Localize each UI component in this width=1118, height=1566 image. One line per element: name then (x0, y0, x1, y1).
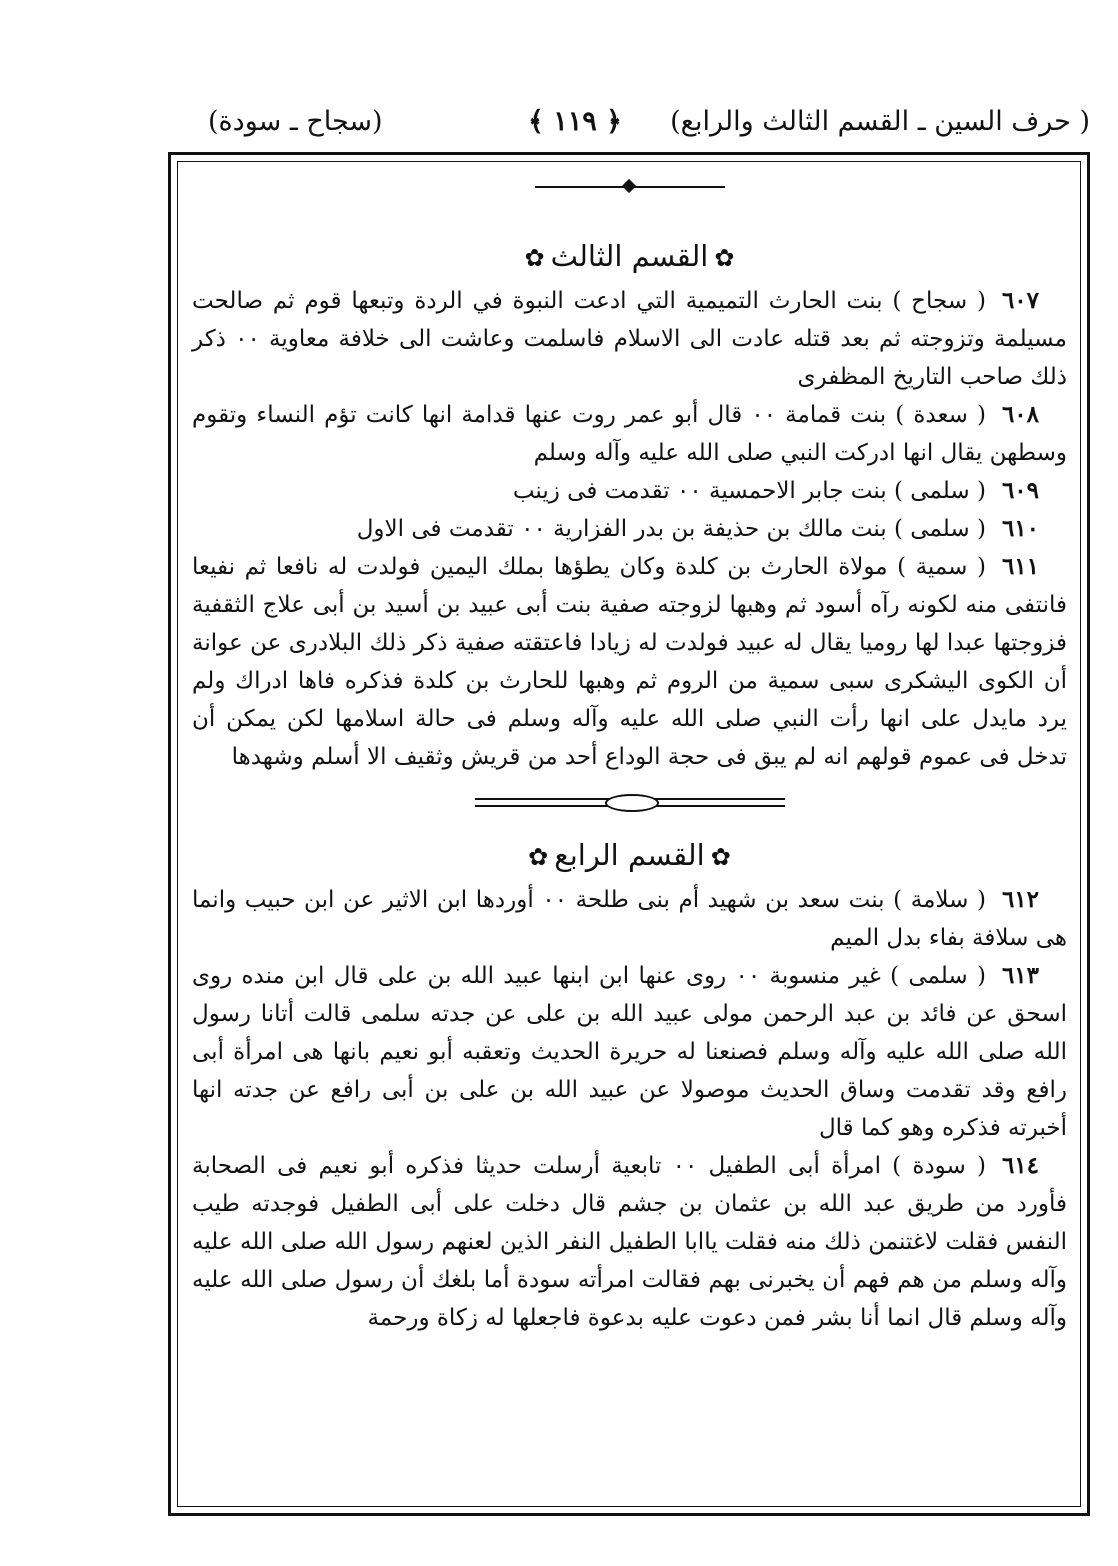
flourish-icon: ✿ (524, 244, 545, 272)
entry-text: ( سلمى ) غير منسوبة ٠٠ روى عنها ابن ابنها عبيد الله بن على قال ابن منده روى اسحق عن فائد بن عبد الرحمن مولى عبيد الله بن على عن جدته سلمى قالت أتانا رسول الله صلى الله عليه وآله وسلم فصنعنا له حريرة الحديث وتعقبه أبو نعيم بانها هى امرأة أبى رافع وقد تقدمت وساق الحديث موصولا عن عبيد الله بن على بن أبى رافع عن جدته انها أخبرته فذكره وهو كما قال (192, 963, 1067, 1141)
entry-612 (192, 881, 1067, 957)
section-title: القسم الثالث (550, 239, 709, 273)
section-title: القسم الرابع (554, 838, 705, 872)
entry-607 (192, 282, 1067, 396)
entry-text: ( سلامة ) بنت سعد بن شهيد أم بنى طلحة ٠٠ أوردها ابن الاثير عن ابن حبيب وانما هى سلافة بفاء بدل الميم (192, 887, 1067, 951)
flourish-icon: ✿ (528, 843, 549, 871)
entry-613 (192, 957, 1067, 1147)
entry-text: ( سودة ) امرأة أبى الطفيل ٠٠ تابعية أرسلت حديثا فذكره أبو نعيم فى الصحابة فأورد من طريق عبد الله بن عثمان بن جشم قال دخلت على أبى الطفيل فوجدته طيب النفس فقلت لاغتنمن ذلك منه فقلت ياابا الطفيل النفر الذين لعنهم رسول الله صلى الله عليه وآله وسلم من هم فهم أن يخبرنى بهم فقالت امرأته سودة أما بلغك أن رسول صلى الله عليه وآله وسلم قال انما أنا بشر فمن دعوت عليه بدعوة فاجعلها له زكاة ورحمة (192, 1153, 1067, 1331)
section-divider (475, 798, 785, 807)
entry-number: ٦٠٨ (1001, 401, 1039, 428)
entry-number: ٦١٠ (1001, 515, 1039, 542)
flourish-icon: ✿ (714, 244, 735, 272)
entry-range: (سجاح ـ سودة) (208, 106, 383, 137)
entry-text: ( سلمى ) بنت مالك بن حذيفة بن بدر الفزارية ٠٠ تقدمت فى الاول (356, 516, 986, 542)
entry-611 (192, 548, 1067, 776)
entry-text: ( سعدة ) بنت قمامة ٠٠ قال أبو عمر روت عنها قدامة انها كانت تؤم النساء وتقوم وسطهن يقال انها ادركت النبي صلى الله عليه وآله وسلم (192, 402, 1067, 466)
entry-text: ( سلمى ) بنت جابر الاحمسية ٠٠ تقدمت فى زينب (512, 478, 986, 504)
running-title: ( حرف السين ـ القسم الثالث والرابع) (670, 106, 1090, 137)
entry-614 (192, 1147, 1067, 1337)
entry-number: ٦٠٩ (1001, 477, 1039, 504)
entry-text: ( سمية ) مولاة الحارث بن كلدة وكان يطؤها بملك اليمين فولدت له نافعا ثم نفيعا فانتفى منه لكونه رآه أسود ثم وهبها لزوجته صفية بنت أبى عبيد بن أسيد بن أبى علاج الثقفية فزوجتها عبدا لها روميا يقال له عبيد فولدت له زيادا فاعتقته صفية ذكر ذلك البلادرى عن عوانة أن الكوى اليشكرى سبى سمية من الروم ثم وهبها للحارث بن كلدة فذكره فاها ادراك ولم يرد مايدل على انها رأت النبي صلى الله عليه وآله وسلم فى حالة اسلامها لكن يمكن أن تدخل فى عموم قولهم انه لم يبق فى حجة الوداع أحد من قريش وثقيف الا أسلم وشهدها (192, 554, 1067, 770)
entry-number: ٦٠٧ (1001, 287, 1039, 314)
entry-609 (192, 472, 1067, 510)
entry-number: ٦١٣ (1001, 962, 1040, 989)
flourish-icon: ✿ (710, 843, 731, 871)
page-header (168, 106, 1090, 150)
entry-608 (192, 396, 1067, 472)
section-heading-fourth (192, 835, 1067, 877)
entry-number: ٦١٤ (1001, 1152, 1040, 1179)
entry-text: ( سجاح ) بنت الحارث التميمية التي ادعت النبوة في الردة وتبعها قوم ثم صالحت مسيلمة وتزوجته ثم بعد قتله عادت الى الاسلام فاسلمت وعاشت الى خلافة معاوية ٠٠ ذكر ذلك صاحب التاريخ المظفرى (192, 288, 1067, 390)
top-ornament (535, 186, 725, 188)
page-content (192, 170, 1067, 1490)
page-number: ﴿ ١١٩ ﴾ (528, 106, 622, 137)
entry-number: ٦١٢ (1001, 886, 1040, 913)
entry-610 (192, 510, 1067, 548)
section-heading-third (192, 236, 1067, 278)
entry-number: ٦١١ (1001, 553, 1039, 580)
